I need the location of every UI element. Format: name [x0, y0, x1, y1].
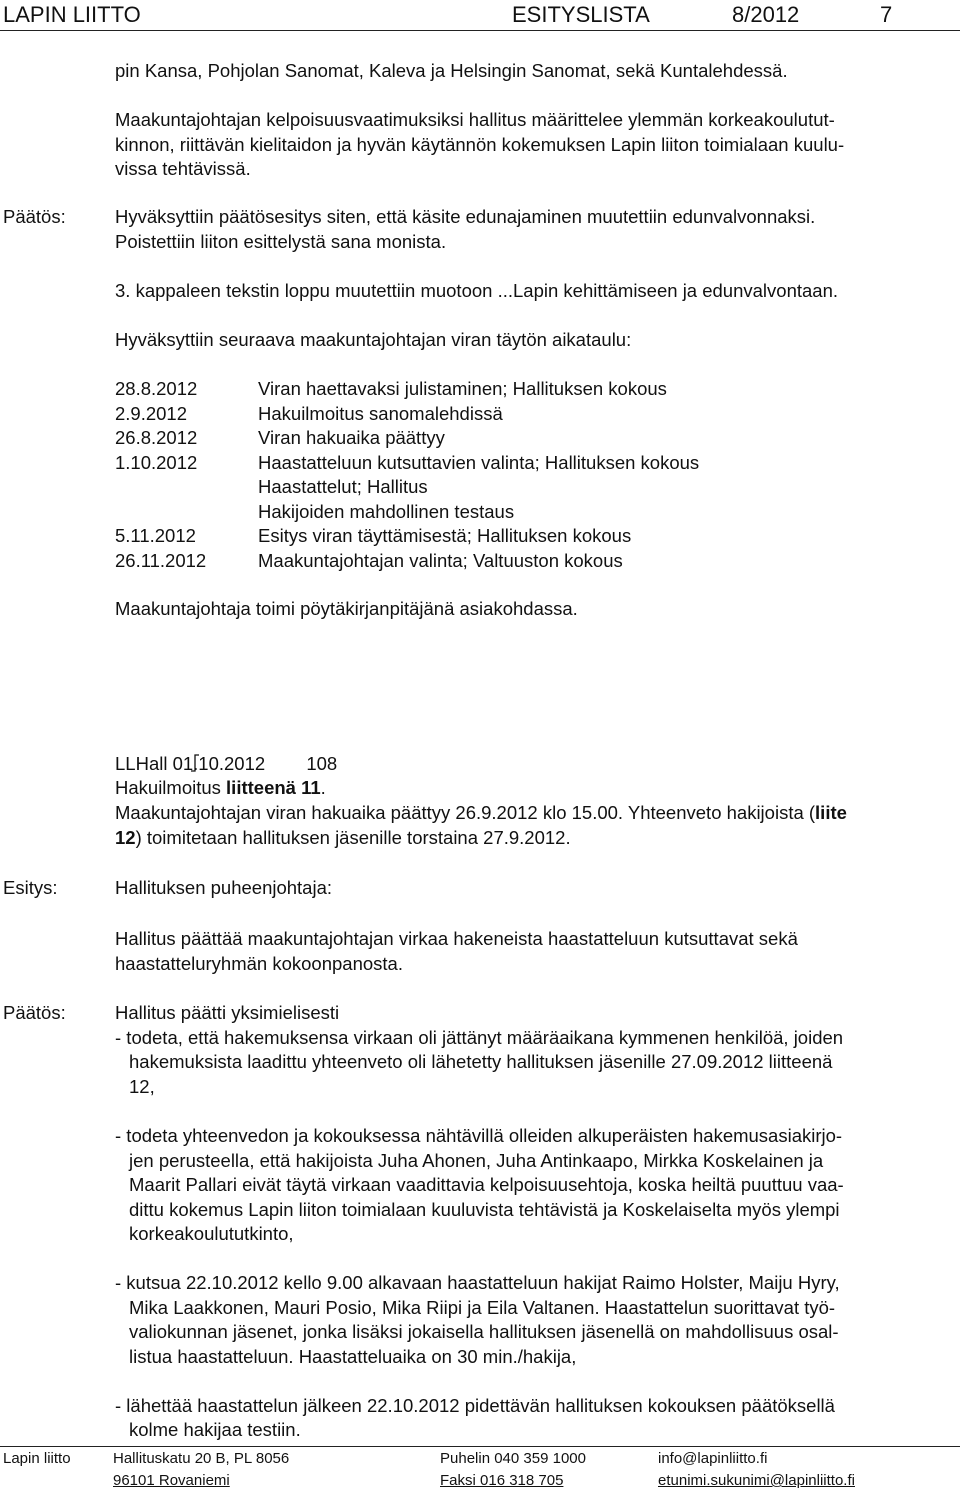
footer-city: 96101 Rovaniemi [113, 1472, 230, 1489]
schedule-item: Hakijoiden mahdollinen testaus [258, 501, 515, 522]
decision-bullet-line: korkeakoulututkinto, [129, 1223, 294, 1244]
footer-address: Hallituskatu 20 B, PL 8056 [113, 1450, 290, 1467]
attachment-reference: liitteenä 11 [226, 777, 321, 798]
decision-bullet-line: kolme hakijaa testiin. [129, 1419, 301, 1440]
schedule-intro: Hyväksyttiin seuraava maakuntajohtajan viran täytön aikataulu: [115, 329, 632, 350]
decision-bullet-line: hakemuksista laadittu yhteenveto oli lähetetty hallituksen jäsenille 27.09.2012 liitteenä [129, 1051, 833, 1072]
meeting-ref-prefix: LLHall 01.10.2012 [115, 753, 266, 774]
schedule-item: Haastattelut; Hallitus [258, 476, 428, 497]
proposal-by: Hallituksen puheenjohtaja: [115, 877, 333, 898]
footer-email-link[interactable]: info@lapinliitto.fi [658, 1450, 768, 1467]
decision-label: Päätös: [3, 1002, 66, 1023]
schedule-date: 26.11.2012 [115, 550, 207, 571]
attachment-reference: 12 [115, 827, 136, 848]
ad-prefix: Hakuilmoitus [115, 777, 227, 798]
decision-bullet-line: jen perusteella, että hakijoista Juha Ahonen, Juha Antinkaapo, Mirkka Koskelainen ja [129, 1150, 824, 1171]
decision-line: Hyväksyttiin päätösesitys siten, että käsite edunajaminen muutettiin edunvalvonnaksi. [115, 206, 816, 227]
summary-line [115, 801, 847, 826]
header-issue: 8/2012 [732, 2, 800, 27]
schedule-item: Hakuilmoitus sanomalehdissä [258, 403, 503, 424]
decision-bullet-line: - todeta, että hakemuksensa virkaan oli jättänyt määräaikana kymmenen henkilöä, joiden [115, 1027, 844, 1048]
summary-text: ) toimitetaan hallituksen jäsenille torstaina 27.9.2012. [135, 827, 571, 848]
decision-bullet-line: 12, [129, 1076, 155, 1097]
attachment-reference: liite [815, 802, 847, 823]
schedule-item: Maakuntajohtajan valinta; Valtuuston kokous [258, 550, 623, 571]
body-line: vissa tehtävissä. [115, 158, 251, 179]
proposal-line: haastatteluryhmän kokoonpanosta. [115, 953, 403, 974]
schedule-date: 2.9.2012 [115, 403, 188, 424]
page-footer [0, 1446, 960, 1495]
decision-bullet-line: - lähettää haastattelun jälkeen 22.10.2012 pidettävän hallituksen kokouksen päätöksellä [115, 1395, 835, 1416]
footer-phone: Puhelin 040 359 1000 [440, 1450, 586, 1467]
proposal-line: Hallitus päättää maakuntajohtajan virkaa hakeneista haastatteluun kutsuttavat sekä [115, 928, 798, 949]
body-line: kinnon, riittävän kielitaidon ja hyvän käytännön kokemuksen Lapin liiton toimialaan kuulu- [115, 134, 845, 155]
decision-bullet-line: - todeta yhteenvedon ja kokouksessa nähtävillä olleiden alkuperäisten hakemusasiakirjo- [115, 1125, 843, 1146]
decision-bullet-line: - kutsua 22.10.2012 kello 9.00 alkavaan haastatteluun hakijat Raimo Holster, Maiju Hyry, [115, 1272, 840, 1293]
footer-fax: Faksi 016 318 705 [440, 1472, 564, 1489]
page-header [0, 0, 960, 31]
decision-bullet-line: valiokunnan jäsenet, jonka lisäksi jokaisella hallituksen jäsenellä on mahdollisuus osal- [129, 1321, 839, 1342]
schedule-date: 1.10.2012 [115, 452, 198, 473]
schedule-item: Esitys viran täyttämisestä; Hallituksen kokous [258, 525, 632, 546]
schedule-item: Viran hakuaika päättyy [258, 427, 445, 448]
ad-suffix: . [320, 777, 326, 798]
proposal-label: Esitys: [3, 877, 58, 898]
summary-line [115, 826, 571, 851]
header-org: LAPIN LIITTO [3, 2, 141, 27]
decision-bullet-line: Maarit Pallari eivät täytä virkaan vaadittavia kelpoisuusehtoja, koska heiltä puuttuu vaa- [129, 1174, 844, 1195]
schedule-date: 5.11.2012 [115, 525, 196, 546]
header-page-number: 7 [880, 2, 893, 27]
meeting-reference [115, 752, 337, 777]
body-line: pin Kansa, Pohjolan Sanomat, Kaleva ja Helsingin Sanomat, sekä Kuntalehdessä. [115, 60, 788, 81]
footer-org: Lapin liitto [3, 1450, 71, 1467]
schedule-item: Viran haettavaksi julistaminen; Hallituksen kokous [258, 378, 667, 399]
secretary-note: Maakuntajohtaja toimi pöytäkirjanpitäjänä asiakohdassa. [115, 598, 578, 619]
paragraph-3-change: 3. kappaleen tekstin loppu muutettiin muotoon ...Lapin kehittämiseen ja edunvalvontaan. [115, 280, 839, 301]
decision-bullet-line: Mika Laakkonen, Mauri Posio, Mika Riipi ja Eila Valtanen. Haastattelun suorittavat työ- [129, 1297, 836, 1318]
header-doc-type: ESITYSLISTA [512, 2, 650, 27]
decision-intro: Hallitus päätti yksimielisesti [115, 1002, 340, 1023]
decision-bullet-line: dittu kokemus Lapin liiton toimialaan kuuluvista tehtävistä ja Koskelaiselta myös ylempi [129, 1199, 840, 1220]
decision-label: Päätös: [3, 206, 66, 227]
decision-line: Poistettiin liiton esittelystä sana monista. [115, 231, 447, 252]
schedule-date: 26.8.2012 [115, 427, 198, 448]
meeting-ref-number: 108 [306, 753, 338, 774]
body-line: Maakuntajohtajan kelpoisuusvaatimuksiksi hallitus määrittelee ylemmän korkeakoulutut- [115, 109, 835, 130]
schedule-item: Haastatteluun kutsuttavien valinta; Hallituksen kokous [258, 452, 700, 473]
summary-text: Maakuntajohtajan viran hakuaika päättyy 26.9.2012 klo 15.00. Yhteenveto hakijoista ( [115, 802, 816, 823]
ad-attachment-line [115, 776, 326, 801]
section-mark-icon [190, 754, 200, 772]
decision-bullet-line: listua haastatteluun. Haastatteluaika on 30 min./hakija, [129, 1346, 577, 1367]
schedule-date: 28.8.2012 [115, 378, 198, 399]
footer-email-link[interactable]: etunimi.sukunimi@lapinliitto.fi [658, 1472, 855, 1489]
